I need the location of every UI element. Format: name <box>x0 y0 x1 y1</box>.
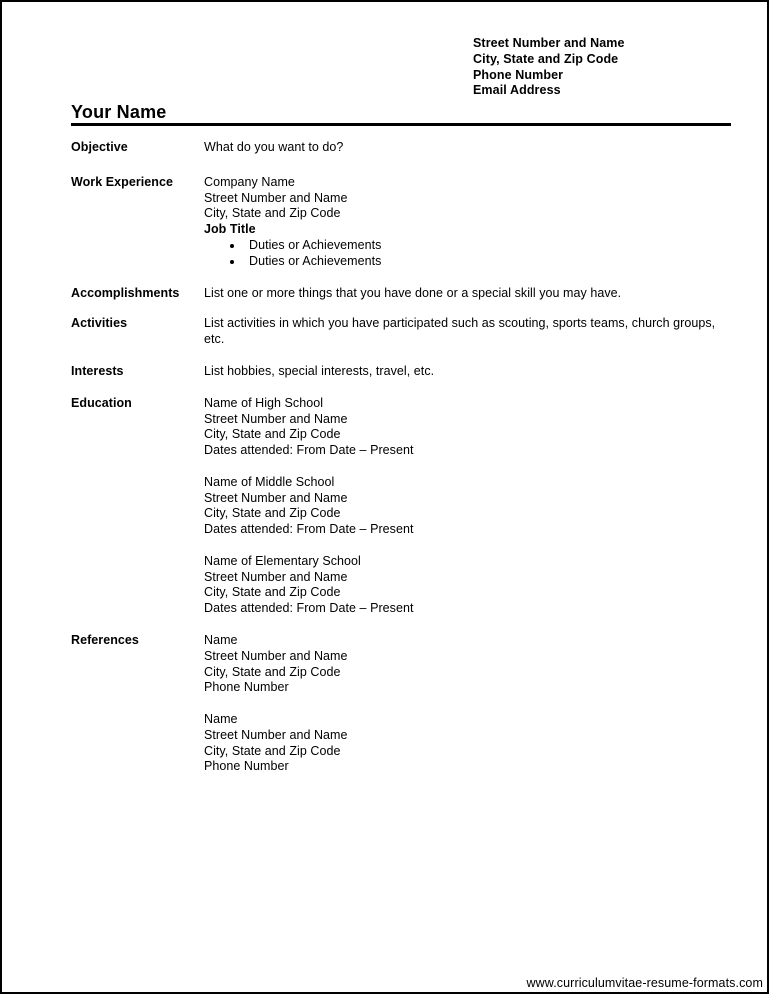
list-item <box>204 238 731 254</box>
reference-street: Street Number and Name <box>204 648 348 663</box>
spacer <box>204 459 731 475</box>
work-job-title: Job Title <box>204 222 256 237</box>
work-duties-list <box>204 238 731 270</box>
contact-phone-line: Phone Number <box>473 67 564 82</box>
education-dates: Dates attended: From Date – Present <box>204 601 414 616</box>
contact-header-block <box>473 36 625 99</box>
reference-phone: Phone Number <box>204 680 289 695</box>
page-title: Your Name <box>71 102 167 122</box>
section-accomplishments <box>71 286 731 302</box>
education-street: Street Number and Name <box>204 569 348 584</box>
work-duty-text: Duties or Achievements <box>249 253 382 268</box>
reference-name: Name <box>204 711 238 726</box>
list-item <box>204 254 731 270</box>
section-objective <box>71 140 731 156</box>
title-divider <box>71 123 731 126</box>
section-content-work-experience <box>204 175 731 270</box>
section-label-accomplishments: Accomplishments <box>71 285 180 300</box>
reference-street: Street Number and Name <box>204 727 348 742</box>
section-content-references <box>204 633 731 775</box>
education-street: Street Number and Name <box>204 411 348 426</box>
interests-text: List hobbies, special interests, travel, etc. <box>204 363 435 378</box>
education-school-name: Name of High School <box>204 395 324 410</box>
accomplishments-text: List one or more things that you have done or a special skill you may have. <box>204 285 622 300</box>
section-interests <box>71 364 731 380</box>
bullet-icon <box>230 244 234 248</box>
education-school-name: Name of Elementary School <box>204 553 361 568</box>
work-company-name: Company Name <box>204 174 295 189</box>
section-references <box>71 633 731 775</box>
activities-text: List activities in which you have participated such as scouting, sports teams, church groups, etc. <box>204 316 716 347</box>
education-dates: Dates attended: From Date – Present <box>204 522 414 537</box>
section-label-interests: Interests <box>71 363 124 378</box>
work-duty-text: Duties or Achievements <box>249 237 382 252</box>
section-education <box>71 396 731 617</box>
contact-email-line: Email Address <box>473 83 561 98</box>
section-content-accomplishments <box>204 286 731 302</box>
work-city: City, State and Zip Code <box>204 206 341 221</box>
section-content-interests <box>204 364 731 380</box>
section-label-education: Education <box>71 395 132 410</box>
section-work-experience <box>71 175 731 270</box>
spacer <box>204 538 731 554</box>
reference-city: City, State and Zip Code <box>204 743 341 758</box>
education-city: City, State and Zip Code <box>204 506 341 521</box>
footer-source-url: www.curriculumvitae-resume-formats.com <box>526 976 763 990</box>
education-dates: Dates attended: From Date – Present <box>204 443 414 458</box>
education-street: Street Number and Name <box>204 490 348 505</box>
contact-street-line: Street Number and Name <box>473 36 625 50</box>
resume-body <box>71 140 731 775</box>
education-school-name: Name of Middle School <box>204 474 335 489</box>
contact-city-line: City, State and Zip Code <box>473 51 619 66</box>
spacer <box>204 696 731 712</box>
bullet-icon <box>230 260 234 264</box>
section-label-activities: Activities <box>71 316 128 331</box>
section-label-work-experience: Work Experience <box>71 174 173 189</box>
education-city: City, State and Zip Code <box>204 427 341 442</box>
section-content-education <box>204 396 731 617</box>
reference-city: City, State and Zip Code <box>204 664 341 679</box>
section-label-references: References <box>71 632 139 647</box>
section-activities <box>71 316 731 348</box>
reference-phone: Phone Number <box>204 759 289 774</box>
section-content-activities <box>204 316 731 348</box>
reference-name: Name <box>204 632 238 647</box>
work-street: Street Number and Name <box>204 190 348 205</box>
objective-text: What do you want to do? <box>204 140 344 154</box>
section-content-objective <box>204 140 731 156</box>
education-city: City, State and Zip Code <box>204 585 341 600</box>
section-label-objective: Objective <box>71 140 128 154</box>
